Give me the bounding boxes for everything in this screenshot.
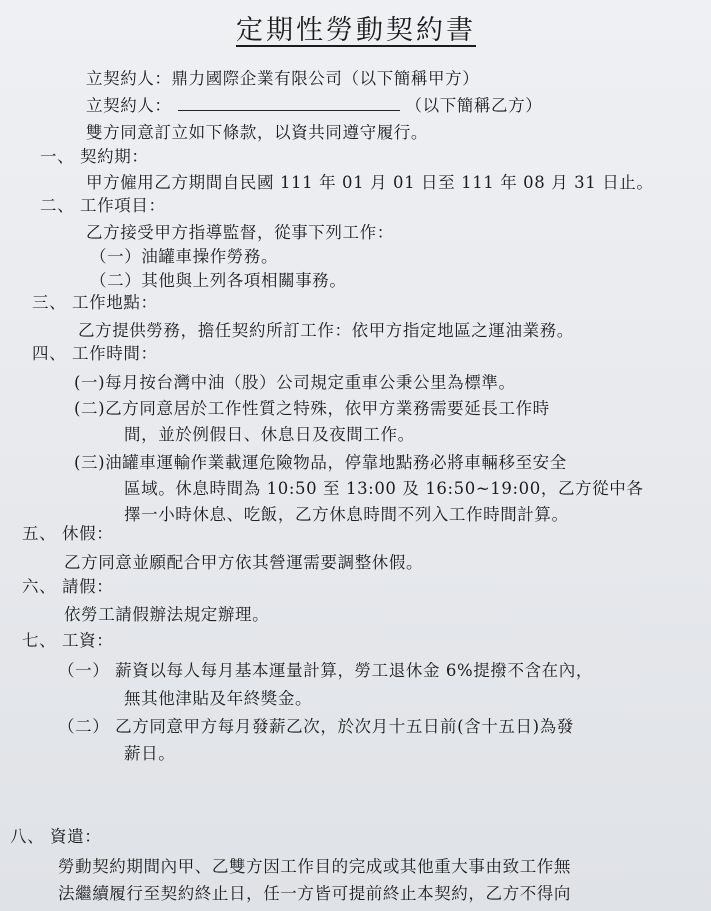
- party-b-line: [86, 95, 542, 117]
- party-a-line: [86, 68, 479, 90]
- section-3-body: 乙方提供勞務，擔任契約所訂工作：依甲方指定地區之運油業務。: [78, 321, 574, 340]
- section-8-body-line-1: 勞動契約期間內甲、乙雙方因工作目的完成或其他重大事由致工作無: [58, 857, 571, 876]
- section-6-body: 依勞工請假辦法規定辦理。: [64, 605, 270, 624]
- section-1-body: 甲方僱用乙方期間自民國 111 年 01 月 01 日至 111 年 08 月 31 日止。: [86, 173, 654, 192]
- section-2-item-1: （一）油罐車操作勞務。: [90, 247, 279, 266]
- section-4-item-3-line-3: 擇一小時休息、吃飯，乙方休息時間不列入工作時間計算。: [124, 505, 569, 524]
- section-3-heading: 三、 工作地點：: [32, 293, 158, 312]
- document-title: 定期性勞動契約書: [236, 15, 476, 46]
- section-7-heading: 七、 工資：: [22, 631, 114, 650]
- section-4-item-3-line-1: (三)油罐車運輸作業載運危險物品，停靠地點務必將車輛移至安全: [74, 453, 567, 472]
- section-7-item-1-line-2: 無其他津貼及年終獎金。: [124, 689, 313, 708]
- section-7-item-2-line-1: （二） 乙方同意甲方每月發薪乙次，於次月十五日前(含十五日)為發: [58, 717, 574, 736]
- section-4-item-2-line-1: (二)乙方同意居於工作性質之特殊，依甲方業務需要延長工作時: [74, 399, 550, 418]
- section-7-item-2-line-2: 薪日。: [124, 744, 176, 763]
- party-b-label: 立契約人：: [86, 96, 172, 115]
- section-8-body-line-2: 法繼續履行至契約終止日，任一方皆可提前終止本契約，乙方不得向: [58, 884, 571, 903]
- section-5-body: 乙方同意並願配合甲方依其營運需要調整休假。: [64, 553, 424, 572]
- section-4-item-3-line-2: 區域。休息時間為 10:50 至 13:00 及 16:50~19:00，乙方從中各: [124, 479, 644, 498]
- section-4-item-2-line-2: 間，並於例假日、休息日及夜間工作。: [124, 425, 415, 444]
- section-4-item-1: (一)每月按台灣中油（股）公司規定重車公秉公里為標準。: [74, 373, 516, 392]
- preamble: 雙方同意訂立如下條款，以資共同遵守履行。: [86, 123, 428, 142]
- section-2-body: 乙方接受甲方指導監督，從事下列工作：: [86, 223, 394, 242]
- party-b-suffix: （以下簡稱乙方）: [405, 96, 543, 115]
- section-2-item-2: （二）其他與上列各項相關事務。: [90, 271, 347, 290]
- section-4-heading: 四、 工作時間：: [32, 344, 158, 363]
- party-a-label: 立契約人：: [86, 69, 172, 88]
- section-6-heading: 六、 請假：: [22, 577, 114, 596]
- section-8-heading: 八、 資遣：: [10, 827, 102, 846]
- section-1-heading: 一、 契約期：: [40, 147, 149, 166]
- party-b-blank: [178, 96, 400, 111]
- section-2-heading: 二、 工作項目：: [40, 196, 166, 215]
- section-7-item-1-line-1: （一） 薪資以每人每月基本運量計算，勞工退休金 6%提撥不含在內，: [58, 661, 593, 680]
- section-5-heading: 五、 休假：: [22, 524, 114, 543]
- party-a-value: 鼎力國際企業有限公司（以下簡稱甲方）: [171, 69, 480, 88]
